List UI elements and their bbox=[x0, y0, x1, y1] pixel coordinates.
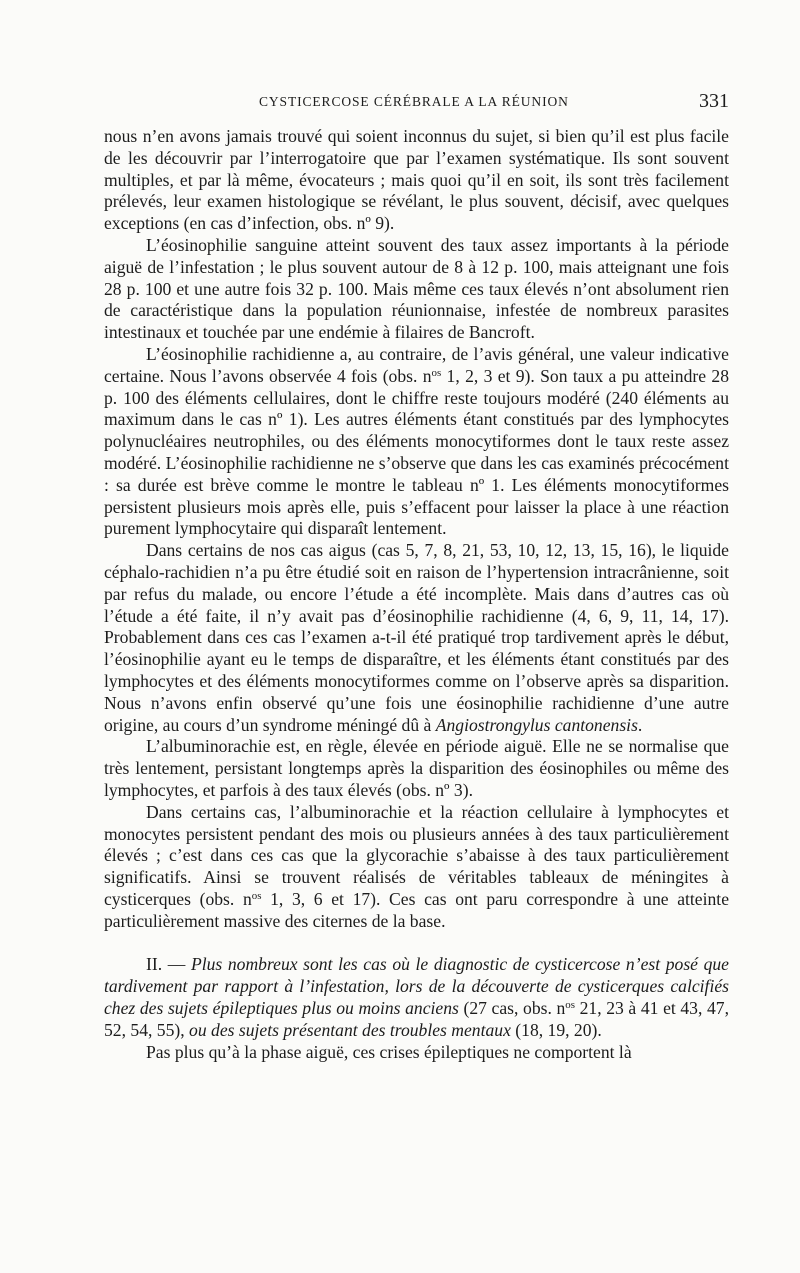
section-ii-italic-1: Plus nombreux sont les cas où le diagnostic de cysticercose n’est posé que tardivement par rapport à l’infestation, lors de la découverte de cysticerques calcifiés chez des sujets épileptiques plus ou moins anciens bbox=[104, 954, 729, 1019]
paragraph-5 bbox=[104, 736, 729, 801]
paragraph-1 bbox=[104, 126, 729, 235]
paragraph-6-text-b: 1, 3, 6 et 17). Ces cas ont paru correspondre à une atteinte particulièrement massive des citernes de la base. bbox=[104, 888, 729, 931]
page-header bbox=[104, 90, 729, 120]
paragraph-3 bbox=[104, 344, 729, 540]
section-ii-lead: II. — bbox=[146, 954, 191, 975]
section-ii-paragraph bbox=[104, 954, 729, 1041]
paragraph-5-text: L’albuminorachie est, en règle, élevée en période aiguë. Elle ne se normalise que très lentement, persistant longtemps après la disparition des éosinophiles ou même des lymphocytes, et parfois à des taux élevés (obs. nº 3). bbox=[104, 736, 729, 800]
superscript-os: os bbox=[431, 366, 442, 379]
superscript-os: os bbox=[565, 999, 575, 1012]
section-ii-italic-2: ou des sujets présentant des troubles mentaux bbox=[189, 1019, 511, 1040]
paragraph-4-text-b: . bbox=[637, 714, 643, 735]
paragraph-2 bbox=[104, 235, 729, 344]
paragraph-3-text-a: L’éosinophilie rachidienne a, au contraire, de l’avis général, une valeur indicative certaine. Nous l’avons observée 4 fois (obs. n bbox=[104, 343, 729, 386]
section-ii-text-a: (27 cas, obs. n bbox=[458, 998, 566, 1019]
paragraph-4-text-a: Dans certains de nos cas aigus (cas 5, 7, 8, 21, 53, 10, 12, 13, 15, 16), le liquide céphalo-rachidien n’a pu être étudié soit en raison de l’hypertension intracrânienne, soit par refus du malade, ou encore l’étude a été incomplète. Mais dans d’autres cas où l’étude a été faite, il n’y avait pas d’éosinophilie rachidienne (4, 6, 9, 11, 14, 17). Probablement dans ces cas l’examen a-t-il été pratiqué trop tardivement après le début, l’éosinophilie ayant eu le temps de disparaître, et les éléments étant constitués par des lymphocytes et des éléments monocytiformes comme on l’observe après sa disparition. Nous n’avons enfin observé qu’une fois une éosinophilie rachidienne d’une autre origine, au cours d’un syndrome méningé dû à bbox=[104, 540, 729, 735]
superscript-os: os bbox=[251, 889, 262, 902]
paragraph-8-text: Pas plus qu’à la phase aiguë, ces crises épileptiques ne comportent là bbox=[146, 1041, 632, 1062]
paragraph-3-text-b: 1, 2, 3 et 9). Son taux a pu atteindre 28 p. 100 des éléments cellulaires, dont le chiffre reste toujours modéré (240 éléments au maximum dans le cas nº 1). Les autres éléments étant constitués par des lymphocytes polynucléaires neutrophiles, ou des éléments monocytiformes dont le taux reste assez modéré. L’éosinophilie rachidienne ne s’observe que dans les cas examinés précocément : sa durée est brève comme le montre le tableau nº 1. Les éléments monocytiformes persistent plusieurs mois après elle, puis s’effacent pour laisser la place à une réaction purement lymphocytaire qui disparaît lentement. bbox=[104, 365, 729, 539]
section-ii-text-end: (18, 19, 20). bbox=[510, 1019, 602, 1040]
paragraph-1-text: nous n’en avons jamais trouvé qui soient inconnus du sujet, si bien qu’il est plus facile de les découvrir par l’interrogatoire que par l’examen systématique. Ils sont souvent multiples, et par là même, évocateurs ; mais quoi qu’il en soit, ils sont très facilement prélevés, leur examen histologique se révélant, le plus souvent, décisif, avec quelques exceptions (en cas d’infection, obs. nº 9). bbox=[104, 126, 729, 234]
body-text bbox=[104, 126, 729, 1063]
paragraph-6 bbox=[104, 802, 729, 933]
paragraph-6-text-a: Dans certains cas, l’albuminorachie et la réaction cellulaire à lymphocytes et monocytes persistent pendant des mois ou plusieurs années à des taux particulièrement élevés ; c’est dans ces cas que la glycorachie s’abaisse à des taux particulièrement significatifs. Ainsi se trouvent réalisés de véritables tableaux de méningites à cysticerques (obs. n bbox=[104, 801, 729, 909]
page-number: 331 bbox=[699, 90, 729, 112]
paragraph-2-text: L’éosinophilie sanguine atteint souvent des taux assez importants à la période aiguë de l’infestation ; le plus souvent autour de 8 à 12 p. 100, mais atteignant une fois 28 p. 100 et une autre fois 32 p. 100. Mais même ces taux élevés n’ont absolument rien de caractéristique dans la population réunionnaise, infestée de nombreux parasites intestinaux et touchée par une endémie à filaires de Bancroft. bbox=[104, 234, 729, 343]
species-name: Angiostrongylus cantonensis bbox=[435, 714, 638, 735]
section-ii-text-b: 21, 23 à 41 et 43, 47, 52, 54, 55), bbox=[104, 998, 729, 1040]
running-title: CYSTICERCOSE CÉRÉBRALE A LA RÉUNION bbox=[259, 94, 569, 109]
paragraph-4 bbox=[104, 540, 729, 736]
paragraph-8 bbox=[104, 1042, 729, 1064]
